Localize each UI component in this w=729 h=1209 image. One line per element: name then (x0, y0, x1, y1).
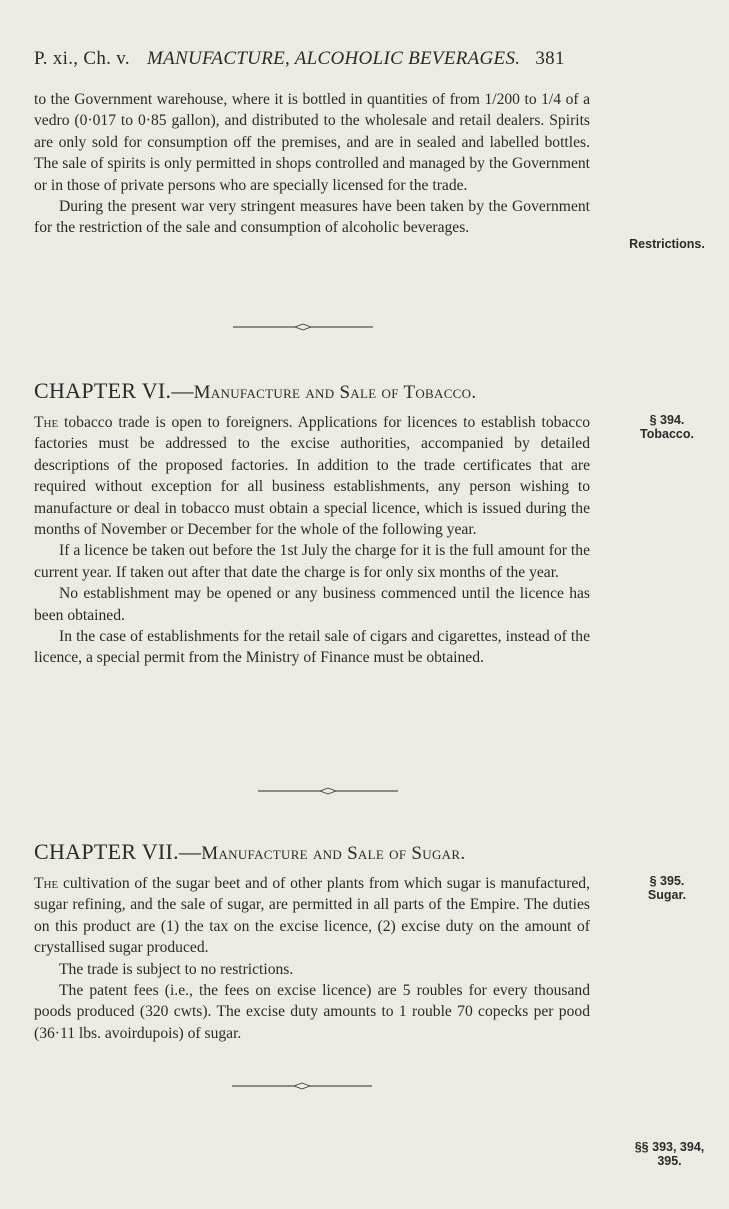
margin-note-restrictions: Restrictions. (629, 237, 705, 251)
intro-paragraph-2: During the present war very stringent measures have been taken by the Government for the restriction of the sale and consumption of alcoholic beverages. (34, 198, 590, 237)
chapter-7-heading: CHAPTER VII.—Manufacture and Sale of Sugar. (34, 839, 466, 864)
intro-block (34, 89, 590, 239)
chapter-6-heading: CHAPTER VI.—Manufacture and Sale of Tobacco. (34, 378, 477, 403)
margin-note-sugar-section: § 395. (649, 874, 685, 888)
margin-note-tobacco (617, 413, 717, 441)
margin-note-tobacco-label: Tobacco. (640, 427, 694, 441)
margin-note-tobacco-section: § 394. (649, 413, 685, 427)
chapter-7-body (34, 873, 590, 1044)
chapter-7-paragraph-1-text: cultivation of the sugar beet and of other plants from which sugar is manufactured, sugar refining, and the sale of sugar, are permitted in all parts of the Empire. The duties on this product are (1) the tax on the excise licence, (2) excise duty on the amount of crystallised sugar produced. (34, 875, 591, 957)
chapter-6-paragraph-1-text: tobacco trade is open to foreigners. Applications for licences to establish tobacco factories must be addressed to the excise authorities, accompanied by detailed descriptions of the proposed factories. In addition to the trade certificates that are required without exception for all business establishments, any person wishing to manufacture or deal in tobacco must obtain a special licence, which is issued during the months of November or December for the whole of the following year. (34, 414, 591, 539)
chapter-7-paragraph-2: The trade is subject to no restrictions. (59, 960, 294, 978)
chapter-7-paragraph-1 (34, 873, 590, 959)
margin-note-sugar-label: Sugar. (647, 888, 687, 902)
chapter-6-body (34, 412, 590, 669)
chapter-7-paragraph-3: The patent fees (i.e., the fees on excise licence) are 5 roubles for every thousand poods produced (320 cwts). The excise duty amounts to 1 rouble 70 copecks per pood (36·11 lbs. avoirdupois) of sugar. (34, 982, 590, 1042)
chapter-6-paragraph-1 (34, 412, 590, 540)
chapter-7-lead-word: The (34, 875, 59, 892)
chapter-6-paragraph-3: No establishment may be opened or any business commenced until the licence has been obtained. (34, 585, 590, 624)
running-head (34, 48, 634, 70)
section-reference-line-1: §§ 393, 394, (634, 1140, 705, 1154)
intro-paragraph-1: to the Government warehouse, where it is bottled in quantities of from 1/200 to 1/4 of a vedro (0·017 to 0·85 gallon), and distributed to the wholesale and retail dealers. Spirits are only sold for consumption off the premises, and are in sealed and labelled bottles. The sale of spirits is only permitted in shops controlled and managed by the Government or in those of private persons who are specially licensed for the trade. (34, 91, 590, 194)
chapter-6-paragraph-2: If a licence be taken out before the 1st July the charge for it is the full amount for the current year. If taken out after that date the charge is for only six months of the year. (34, 542, 590, 581)
margin-note-sugar (617, 874, 717, 902)
page-number: 381 (535, 48, 565, 69)
ornamental-rule-2 (258, 785, 398, 797)
running-head-section: P. xi., Ch. v. (34, 48, 130, 69)
running-head-title: MANUFACTURE, ALCOHOLIC BEVERAGES. (146, 48, 521, 69)
ornamental-rule-3 (232, 1080, 372, 1092)
section-reference-footer (612, 1140, 727, 1168)
chapter-6-paragraph-4: In the case of establishments for the retail sale of cigars and cigarettes, instead of the licence, a special permit from the Ministry of Finance must be obtained. (34, 628, 590, 667)
ornamental-rule-1 (233, 321, 373, 333)
chapter-6-lead-word: The (34, 414, 59, 431)
section-reference-line-2: 395. (657, 1154, 682, 1168)
